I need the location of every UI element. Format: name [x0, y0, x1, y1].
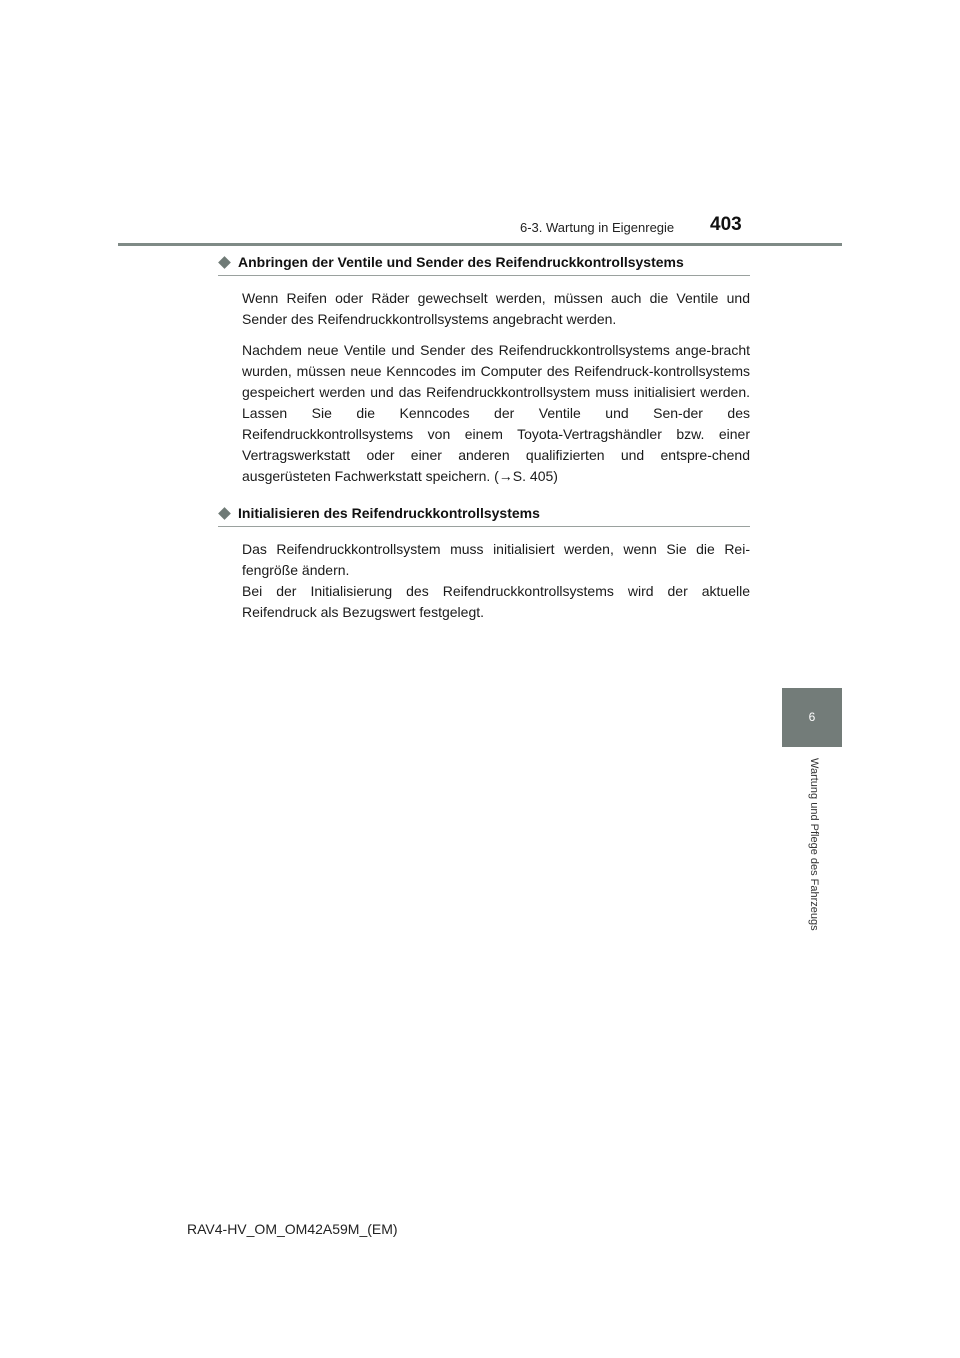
- diamond-bullet-icon: [218, 507, 231, 520]
- paragraph: Nachdem neue Ventile und Sender des Reifendruckkontrollsystems ange-bracht wurden, müssen neue Kenncodes im Computer des Reifendruck-kontrollsystems gespeichert werden und das Reifendruckkontrollsystem muss initialisiert werden. Lassen Sie die Kenncodes der Ventile und Sen-der des Reifendruckkontrollsystems von einem Toyota-Vertragshändler bzw. einer Vertragswerkstatt oder einer anderen qualifizierten und entspre-chend ausgerüsteten Fachwerkstatt speichern. (→S. 405): [242, 342, 750, 484]
- page-number: 403: [710, 214, 742, 235]
- chapter-tab: 6: [782, 688, 842, 747]
- footer-doc-code: RAV4-HV_OM_OM42A59M_(EM): [187, 1221, 398, 1237]
- section-heading-text: Initialisieren des Reifendruckkontrollsystems: [238, 505, 540, 521]
- section-heading-initialize: [218, 505, 750, 527]
- paragraph: Das Reifendruckkontrollsystem muss initialisiert werden, wenn Sie die Rei-fengröße ändern.: [242, 541, 750, 578]
- header-section-title: 6-3. Wartung in Eigenregie: [520, 220, 675, 235]
- paragraph: Bei der Initialisierung des Reifendruckkontrollsystems wird der aktuelle Reifendruck als Bezugswert festgelegt.: [242, 583, 750, 620]
- section-body-initialize: [242, 539, 750, 623]
- paragraph: Wenn Reifen oder Räder gewechselt werden, müssen auch die Ventile und Sender des Reifendruckkontrollsystems angebracht werden.: [242, 290, 750, 327]
- diamond-bullet-icon: [218, 256, 231, 269]
- header-divider: [118, 243, 842, 246]
- section-heading-valves: [218, 254, 750, 276]
- chapter-title-vertical: Wartung und Pflege des Fahrzeugs: [808, 758, 820, 931]
- section-heading-text: Anbringen der Ventile und Sender des Reifendruckkontrollsystems: [238, 254, 684, 270]
- section-body-valves: [242, 288, 750, 487]
- main-content: [218, 254, 750, 623]
